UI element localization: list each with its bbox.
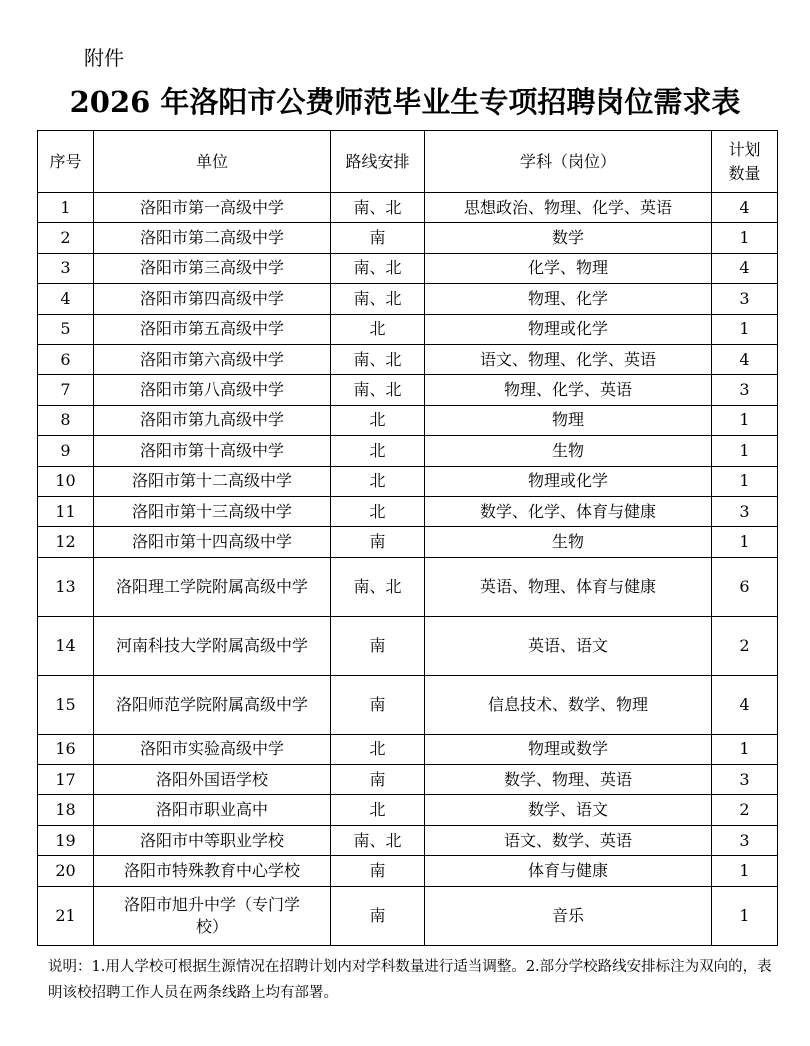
document-title: 2026 年洛阳市公费师范毕业生专项招聘岗位需求表 [69, 85, 741, 119]
cell-count: 1 [712, 734, 778, 764]
cell-unit: 洛阳市第八高级中学 [94, 375, 331, 405]
cell-count: 1 [712, 856, 778, 886]
cell-no: 2 [38, 223, 94, 253]
cell-route: 北 [331, 795, 425, 825]
table-row [38, 557, 778, 616]
cell-unit: 洛阳市第九高级中学 [94, 405, 331, 435]
cell-subject: 英语、语文 [425, 616, 712, 675]
cell-route: 南、北 [331, 253, 425, 283]
cell-count: 3 [712, 765, 778, 795]
table-row [38, 314, 778, 344]
cell-unit: 洛阳市第三高级中学 [94, 253, 331, 283]
cell-unit: 洛阳市第一高级中学 [94, 193, 331, 223]
cell-unit: 洛阳市第五高级中学 [94, 314, 331, 344]
cell-route: 北 [331, 734, 425, 764]
cell-route: 北 [331, 405, 425, 435]
cell-no: 7 [38, 375, 94, 405]
cell-no: 16 [38, 734, 94, 764]
cell-route: 北 [331, 314, 425, 344]
position-demand-table [37, 130, 778, 946]
cell-subject: 生物 [425, 436, 712, 466]
cell-subject: 数学、语文 [425, 795, 712, 825]
table-row [38, 527, 778, 557]
cell-route: 南、北 [331, 825, 425, 855]
cell-unit: 洛阳市职业高中 [94, 795, 331, 825]
cell-route: 南、北 [331, 193, 425, 223]
cell-no: 1 [38, 193, 94, 223]
cell-count: 1 [712, 223, 778, 253]
table-row [38, 284, 778, 314]
header-count: 计划数量 [712, 131, 778, 193]
cell-route: 北 [331, 466, 425, 496]
footnote: 说明：1.用人学校可根据生源情况在招聘计划内对学科数量进行适当调整。2.部分学校路线安排标注为双向的，表明该校招聘工作人员在两条线路上均有部署。 [48, 959, 772, 1001]
cell-subject: 体育与健康 [425, 856, 712, 886]
table-row [38, 765, 778, 795]
cell-count: 1 [712, 314, 778, 344]
cell-unit: 洛阳市特殊教育中心学校 [94, 856, 331, 886]
cell-no: 9 [38, 436, 94, 466]
cell-count: 1 [712, 405, 778, 435]
cell-no: 20 [38, 856, 94, 886]
cell-route: 北 [331, 436, 425, 466]
cell-route: 南 [331, 675, 425, 734]
cell-route: 南 [331, 856, 425, 886]
cell-subject: 信息技术、数学、物理 [425, 675, 712, 734]
cell-count: 3 [712, 284, 778, 314]
cell-route: 南 [331, 527, 425, 557]
table-row [38, 253, 778, 283]
cell-no: 11 [38, 496, 94, 526]
table-row [38, 466, 778, 496]
header-route: 路线安排 [331, 131, 425, 193]
cell-subject: 生物 [425, 527, 712, 557]
cell-route: 南、北 [331, 557, 425, 616]
table-header-row [38, 131, 778, 193]
cell-no: 14 [38, 616, 94, 675]
cell-count: 3 [712, 496, 778, 526]
cell-count: 1 [712, 466, 778, 496]
cell-count: 1 [712, 886, 778, 945]
cell-unit: 洛阳市第二高级中学 [94, 223, 331, 253]
cell-unit: 洛阳师范学院附属高级中学 [94, 675, 331, 734]
cell-unit: 河南科技大学附属高级中学 [94, 616, 331, 675]
attachment-label: 附件 [84, 46, 124, 70]
cell-count: 2 [712, 795, 778, 825]
cell-no: 3 [38, 253, 94, 283]
cell-no: 5 [38, 314, 94, 344]
cell-subject: 物理或数学 [425, 734, 712, 764]
cell-subject: 化学、物理 [425, 253, 712, 283]
cell-subject: 物理、化学 [425, 284, 712, 314]
cell-unit: 洛阳市实验高级中学 [94, 734, 331, 764]
table-row [38, 496, 778, 526]
table-row [38, 734, 778, 764]
cell-unit: 洛阳市第十二高级中学 [94, 466, 331, 496]
cell-no: 10 [38, 466, 94, 496]
cell-unit: 洛阳市第六高级中学 [94, 344, 331, 374]
cell-count: 4 [712, 344, 778, 374]
table-row [38, 375, 778, 405]
cell-subject: 物理 [425, 405, 712, 435]
cell-count: 1 [712, 527, 778, 557]
cell-subject: 英语、物理、体育与健康 [425, 557, 712, 616]
cell-subject: 物理或化学 [425, 466, 712, 496]
cell-subject: 思想政治、物理、化学、英语 [425, 193, 712, 223]
table-row [38, 436, 778, 466]
cell-no: 4 [38, 284, 94, 314]
cell-route: 南、北 [331, 375, 425, 405]
cell-no: 15 [38, 675, 94, 734]
cell-route: 北 [331, 496, 425, 526]
cell-unit: 洛阳理工学院附属高级中学 [94, 557, 331, 616]
cell-no: 13 [38, 557, 94, 616]
table-row [38, 825, 778, 855]
cell-count: 2 [712, 616, 778, 675]
cell-unit: 洛阳市旭升中学（专门学校） [94, 886, 331, 945]
cell-no: 6 [38, 344, 94, 374]
cell-route: 南 [331, 223, 425, 253]
cell-subject: 语文、物理、化学、英语 [425, 344, 712, 374]
cell-subject: 数学、化学、体育与健康 [425, 496, 712, 526]
cell-count: 4 [712, 253, 778, 283]
table-row [38, 856, 778, 886]
cell-subject: 数学、物理、英语 [425, 765, 712, 795]
header-unit: 单位 [94, 131, 331, 193]
cell-unit: 洛阳市第十高级中学 [94, 436, 331, 466]
table-row [38, 193, 778, 223]
cell-route: 南 [331, 886, 425, 945]
cell-subject: 数学 [425, 223, 712, 253]
cell-count: 4 [712, 675, 778, 734]
cell-count: 3 [712, 825, 778, 855]
header-subject: 学科（岗位） [425, 131, 712, 193]
header-no: 序号 [38, 131, 94, 193]
cell-no: 19 [38, 825, 94, 855]
table-row [38, 405, 778, 435]
cell-unit: 洛阳市第十四高级中学 [94, 527, 331, 557]
cell-route: 南、北 [331, 344, 425, 374]
table-row [38, 886, 778, 945]
cell-subject: 物理、化学、英语 [425, 375, 712, 405]
table-row [38, 675, 778, 734]
cell-route: 南 [331, 616, 425, 675]
cell-unit: 洛阳外国语学校 [94, 765, 331, 795]
cell-no: 12 [38, 527, 94, 557]
cell-count: 4 [712, 193, 778, 223]
cell-no: 18 [38, 795, 94, 825]
cell-no: 8 [38, 405, 94, 435]
cell-unit: 洛阳市第四高级中学 [94, 284, 331, 314]
cell-no: 17 [38, 765, 94, 795]
table-row [38, 344, 778, 374]
cell-subject: 语文、数学、英语 [425, 825, 712, 855]
table-row [38, 616, 778, 675]
cell-no: 21 [38, 886, 94, 945]
cell-subject: 物理或化学 [425, 314, 712, 344]
cell-count: 3 [712, 375, 778, 405]
table-row [38, 795, 778, 825]
table-row [38, 223, 778, 253]
cell-route: 南 [331, 765, 425, 795]
cell-route: 南、北 [331, 284, 425, 314]
cell-count: 1 [712, 436, 778, 466]
cell-count: 6 [712, 557, 778, 616]
cell-unit: 洛阳市中等职业学校 [94, 825, 331, 855]
cell-subject: 音乐 [425, 886, 712, 945]
cell-unit: 洛阳市第十三高级中学 [94, 496, 331, 526]
